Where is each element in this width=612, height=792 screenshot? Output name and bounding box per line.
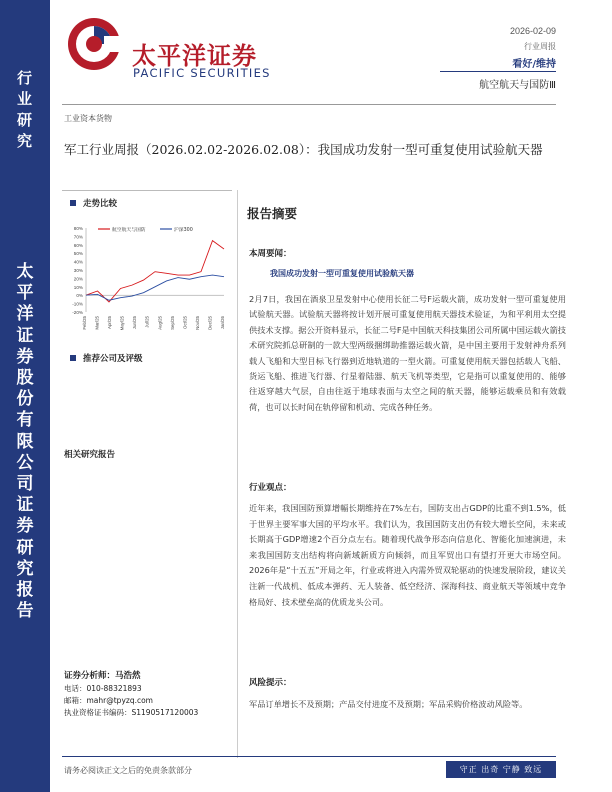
sidebar-top-text: 行 业 研 究 [16, 69, 33, 150]
risk-heading: 风险提示： [249, 678, 292, 688]
y-tick-label: 0% [76, 293, 83, 299]
section-marker-icon [70, 200, 76, 206]
news-body: 2月7日，我国在酒泉卫星发射中心使用长征二号F运载火箭，成功发射一型可重复使用试验航天器。试验航天器将按计划开展可重复使用航天器技术验证，为和平利用太空提供技术支撑。据公开资料显示，长征二号F是中国航天科技集团公司所属中国运载火箭技术研究院抓总研制的一款大型两级捆绑助推器运载火箭，是中国主要用于发射神舟系列载人飞船和大型目标飞行器到近地轨道的一型火箭。可重复使用航天器包括载人飞船、货运飞船、推进飞行器、行星着陆器、航天飞机等类型，它是指可以重复使用的、能够往返穿越大气层，自由往返于地球表面与太空之间的航天器，能够运载乘员和有效载荷，也可以长时间在轨停留和机动、完成各种任务。 [249, 294, 566, 412]
series-line-1 [86, 275, 224, 300]
footer-divider [62, 756, 556, 757]
y-tick-label: -10% [72, 301, 83, 307]
left-column-divider [62, 190, 232, 191]
y-tick-label: 80% [73, 226, 83, 231]
footer-motto: 守正 出奇 宁静 致远 [446, 761, 556, 778]
x-tick-label: Sep/25 [169, 316, 175, 330]
rating-underline [440, 71, 556, 72]
x-tick-label: Jan/26 [220, 316, 225, 330]
pacific-securities-logo-icon [64, 14, 124, 74]
news-heading: 本周要闻： [249, 249, 292, 259]
recommend-heading: 推荐公司及评级 [70, 352, 143, 364]
series-line-0 [86, 241, 224, 302]
analyst-phone: 电话：010-88321893 [64, 684, 142, 693]
y-tick-label: 20% [73, 276, 83, 282]
x-tick-label: May/25 [119, 316, 125, 331]
analyst-name: 证券分析师：马浩然 [64, 671, 141, 681]
x-tick-label: Jun/25 [132, 316, 138, 330]
summary-title: 报告摘要 [247, 206, 298, 221]
x-tick-label: Jul/25 [144, 316, 150, 328]
x-tick-label: Nov/25 [194, 316, 200, 330]
industry-category: 工业资本货物 [64, 114, 112, 123]
sector-name: 航空航天与国防Ⅲ [479, 80, 556, 91]
x-tick-label: Dec/25 [207, 316, 213, 330]
y-tick-label: 30% [73, 268, 83, 273]
x-tick-label: Aug/25 [157, 316, 163, 330]
column-divider [237, 190, 238, 758]
x-tick-label: Mar/25 [94, 316, 100, 330]
header-divider [62, 104, 556, 105]
y-tick-label: 50% [73, 251, 83, 257]
x-tick-label: Feb/25 [82, 316, 87, 330]
report-date: 2026-02-09 [509, 26, 556, 36]
sidebar-bottom-text: 太 平 洋 证 券 股 份 有 限 公 司 证 券 研 究 报 告 [16, 262, 34, 622]
legend-label-0: 航空航天与国防 [112, 227, 146, 233]
related-reports-heading: 相关研究报告 [64, 450, 116, 460]
industry-view-body: 近年来，我国国防预算增幅长期维持在7%左右，国防支出占GDP的比重不到1.5%，低于世界主要军事大国的平均水平。我们认为，我国国防支出仍有较大增长空间，未来或长期高于GDP增速2个百分点左右。随着现代战争形态向信息化、智能化加速演进，未来我国国防支出结构将向新域新质方向倾斜，而且军贸出口有望打开更大市场空间。2026年是“十五五”开局之年，行业或将进入内需外贸双轮驱动的快速发展阶段，建议关注新一代战机、低成本弹药、无人装备、低空经济、深海科技、商业航天等领域中竞争格局好、技术壁垒高的优质龙头公司。 [249, 503, 566, 607]
left-sidebar [0, 0, 50, 792]
analyst-block [64, 670, 198, 719]
trend-heading: 走势比较 [70, 197, 117, 209]
x-tick-label: Apr/25 [107, 316, 113, 329]
brand-name-en: PACIFIC SECURITIES [133, 66, 271, 80]
report-title: 军工行业周报（2026.02.02-2026.02.08）：我国成功发射一型可重复使用试验航天器 [64, 142, 543, 157]
y-tick-label: -20% [72, 310, 83, 315]
section-marker-icon [70, 355, 76, 361]
rating: 看好/维持 [512, 59, 556, 70]
y-tick-label: 70% [73, 234, 83, 240]
industry-view-heading: 行业观点： [249, 483, 292, 493]
report-type: 行业周报 [524, 42, 556, 51]
y-tick-label: 60% [73, 242, 83, 248]
footer-disclaimer: 请务必阅读正文之后的免责条款部分 [64, 766, 192, 775]
analyst-cert: 执业资格证书编码：S1190517120003 [64, 708, 199, 717]
y-tick-label: 40% [73, 259, 83, 265]
legend-label-1: 沪深300 [174, 227, 193, 233]
x-tick-label: Oct/25 [182, 316, 188, 329]
trend-chart [62, 220, 232, 350]
risk-body: 军品订单增长不及预期；产品交付进度不及预期；军品采购价格波动风险等。 [249, 699, 528, 709]
y-tick-label: 10% [73, 284, 83, 290]
analyst-email: 邮箱：mahr@tpyzq.com [64, 696, 153, 705]
brand-name-cn: 太平洋证券 [132, 42, 257, 70]
news-subheading: 我国成功发射一型可重复使用试验航天器 [270, 269, 414, 278]
